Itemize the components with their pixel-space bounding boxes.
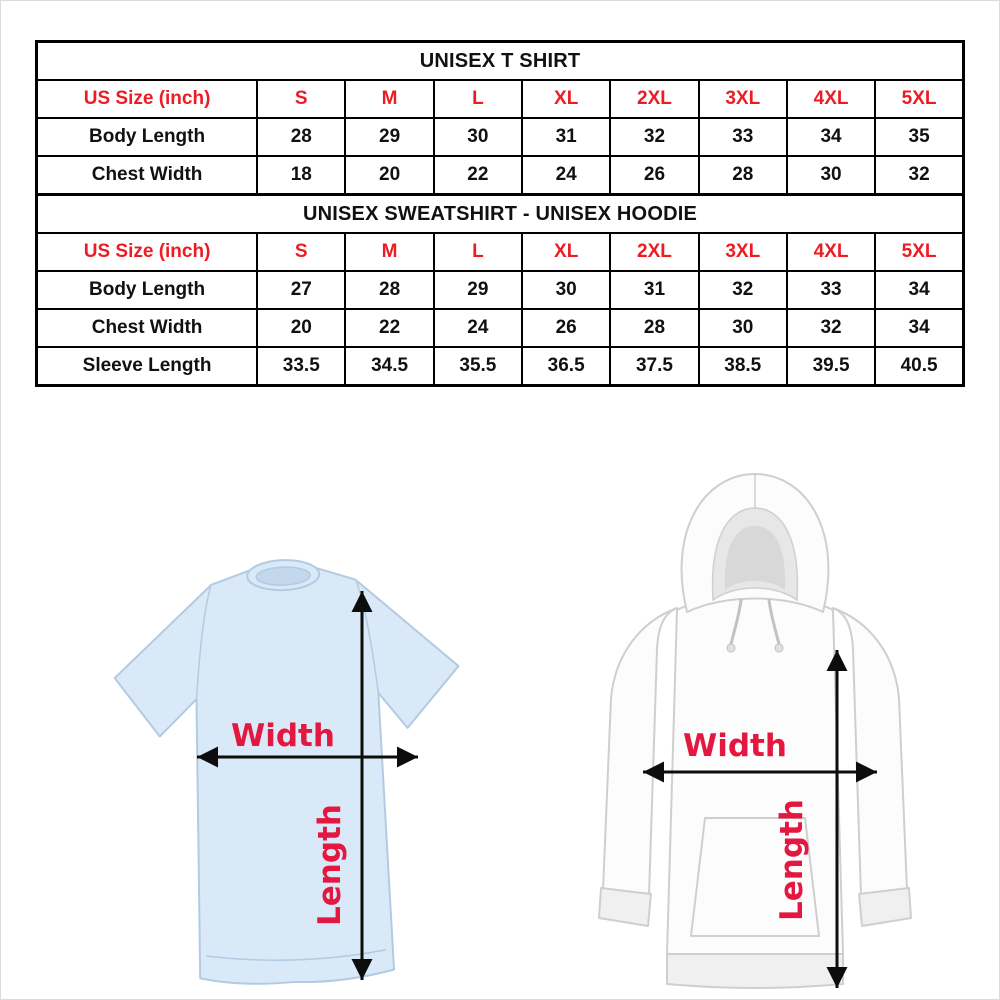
size-value-cell: 37.5 bbox=[610, 347, 698, 386]
size-value-cell: 28 bbox=[610, 309, 698, 347]
size-col-header: 5XL bbox=[875, 233, 963, 271]
size-value-cell: 40.5 bbox=[875, 347, 963, 386]
size-col-header: 3XL bbox=[699, 80, 787, 118]
size-chart bbox=[35, 40, 965, 387]
size-value-cell: 39.5 bbox=[787, 347, 875, 386]
tshirt-body bbox=[111, 563, 469, 988]
size-value-cell: 20 bbox=[257, 309, 345, 347]
size-value-cell: 24 bbox=[434, 309, 522, 347]
tshirt-width-label: Width bbox=[231, 718, 335, 754]
size-value-cell: 33.5 bbox=[257, 347, 345, 386]
size-value-cell: 30 bbox=[699, 309, 787, 347]
size-value-cell: 28 bbox=[699, 156, 787, 195]
hoodie-waistband bbox=[667, 954, 843, 988]
size-value-cell: 30 bbox=[434, 118, 522, 156]
size-value-cell: 24 bbox=[522, 156, 610, 195]
tshirt-measure-diagram bbox=[100, 555, 470, 995]
size-value-cell: 32 bbox=[787, 309, 875, 347]
tshirt-length-label: Length bbox=[312, 804, 348, 926]
hoodie-width-label: Width bbox=[683, 728, 787, 764]
size-value-cell: 22 bbox=[345, 309, 433, 347]
tshirt-chest-width-row bbox=[37, 156, 964, 195]
row-label-cell: Sleeve Length bbox=[37, 347, 258, 386]
row-label-cell: Chest Width bbox=[37, 309, 258, 347]
size-value-cell: 34 bbox=[787, 118, 875, 156]
size-value-cell: 29 bbox=[434, 271, 522, 309]
size-col-header: 4XL bbox=[787, 233, 875, 271]
size-col-header: L bbox=[434, 80, 522, 118]
size-value-cell: 28 bbox=[257, 118, 345, 156]
size-value-cell: 35 bbox=[875, 118, 963, 156]
size-col-header: M bbox=[345, 233, 433, 271]
size-value-cell: 31 bbox=[610, 271, 698, 309]
size-value-cell: 27 bbox=[257, 271, 345, 309]
hoodie-sleeve-right bbox=[833, 608, 907, 896]
size-label-header: US Size (inch) bbox=[37, 233, 258, 271]
size-col-header: 4XL bbox=[787, 80, 875, 118]
hoodie-size-header-row bbox=[37, 233, 964, 271]
size-value-cell: 33 bbox=[699, 118, 787, 156]
size-value-cell: 26 bbox=[522, 309, 610, 347]
row-label-cell: Body Length bbox=[37, 271, 258, 309]
hoodie-cuff-left bbox=[599, 888, 651, 926]
row-label-cell: Chest Width bbox=[37, 156, 258, 195]
hoodie-table-title: UNISEX SWEATSHIRT - UNISEX HOODIE bbox=[37, 195, 964, 234]
size-col-header: 3XL bbox=[699, 233, 787, 271]
size-col-header: M bbox=[345, 80, 433, 118]
size-col-header: S bbox=[257, 233, 345, 271]
size-value-cell: 35.5 bbox=[434, 347, 522, 386]
tshirt-table-title-row bbox=[37, 42, 964, 81]
hoodie-measure-diagram bbox=[565, 460, 955, 995]
size-value-cell: 20 bbox=[345, 156, 433, 195]
hoodie-sleeve-length-row bbox=[37, 347, 964, 386]
size-col-header: XL bbox=[522, 233, 610, 271]
hoodie-table-title-row bbox=[37, 195, 964, 234]
size-chart-table bbox=[35, 40, 965, 387]
size-value-cell: 18 bbox=[257, 156, 345, 195]
hoodie-chest-width-row bbox=[37, 309, 964, 347]
size-value-cell: 29 bbox=[345, 118, 433, 156]
size-value-cell: 36.5 bbox=[522, 347, 610, 386]
hoodie-body-length-row bbox=[37, 271, 964, 309]
hoodie-drawstring-tip-right bbox=[775, 644, 783, 652]
size-value-cell: 26 bbox=[610, 156, 698, 195]
hoodie-sleeve-left bbox=[603, 608, 677, 896]
size-value-cell: 33 bbox=[787, 271, 875, 309]
size-value-cell: 38.5 bbox=[699, 347, 787, 386]
tshirt-graphic bbox=[111, 555, 470, 989]
size-value-cell: 22 bbox=[434, 156, 522, 195]
size-label-header: US Size (inch) bbox=[37, 80, 258, 118]
size-value-cell: 34 bbox=[875, 309, 963, 347]
size-col-header: 2XL bbox=[610, 80, 698, 118]
size-col-header: 5XL bbox=[875, 80, 963, 118]
size-value-cell: 32 bbox=[610, 118, 698, 156]
tshirt-body-length-row bbox=[37, 118, 964, 156]
tshirt-table-title: UNISEX T SHIRT bbox=[37, 42, 964, 81]
size-value-cell: 31 bbox=[522, 118, 610, 156]
size-value-cell: 32 bbox=[875, 156, 963, 195]
size-col-header: S bbox=[257, 80, 345, 118]
row-label-cell: Body Length bbox=[37, 118, 258, 156]
size-value-cell: 30 bbox=[522, 271, 610, 309]
size-col-header: XL bbox=[522, 80, 610, 118]
size-value-cell: 34 bbox=[875, 271, 963, 309]
size-value-cell: 32 bbox=[699, 271, 787, 309]
hoodie-cuff-right bbox=[859, 888, 911, 926]
tshirt-size-header-row bbox=[37, 80, 964, 118]
size-value-cell: 34.5 bbox=[345, 347, 433, 386]
hoodie-drawstring-tip-left bbox=[727, 644, 735, 652]
size-col-header: L bbox=[434, 233, 522, 271]
hoodie-length-label: Length bbox=[774, 799, 810, 921]
size-value-cell: 28 bbox=[345, 271, 433, 309]
size-col-header: 2XL bbox=[610, 233, 698, 271]
size-value-cell: 30 bbox=[787, 156, 875, 195]
